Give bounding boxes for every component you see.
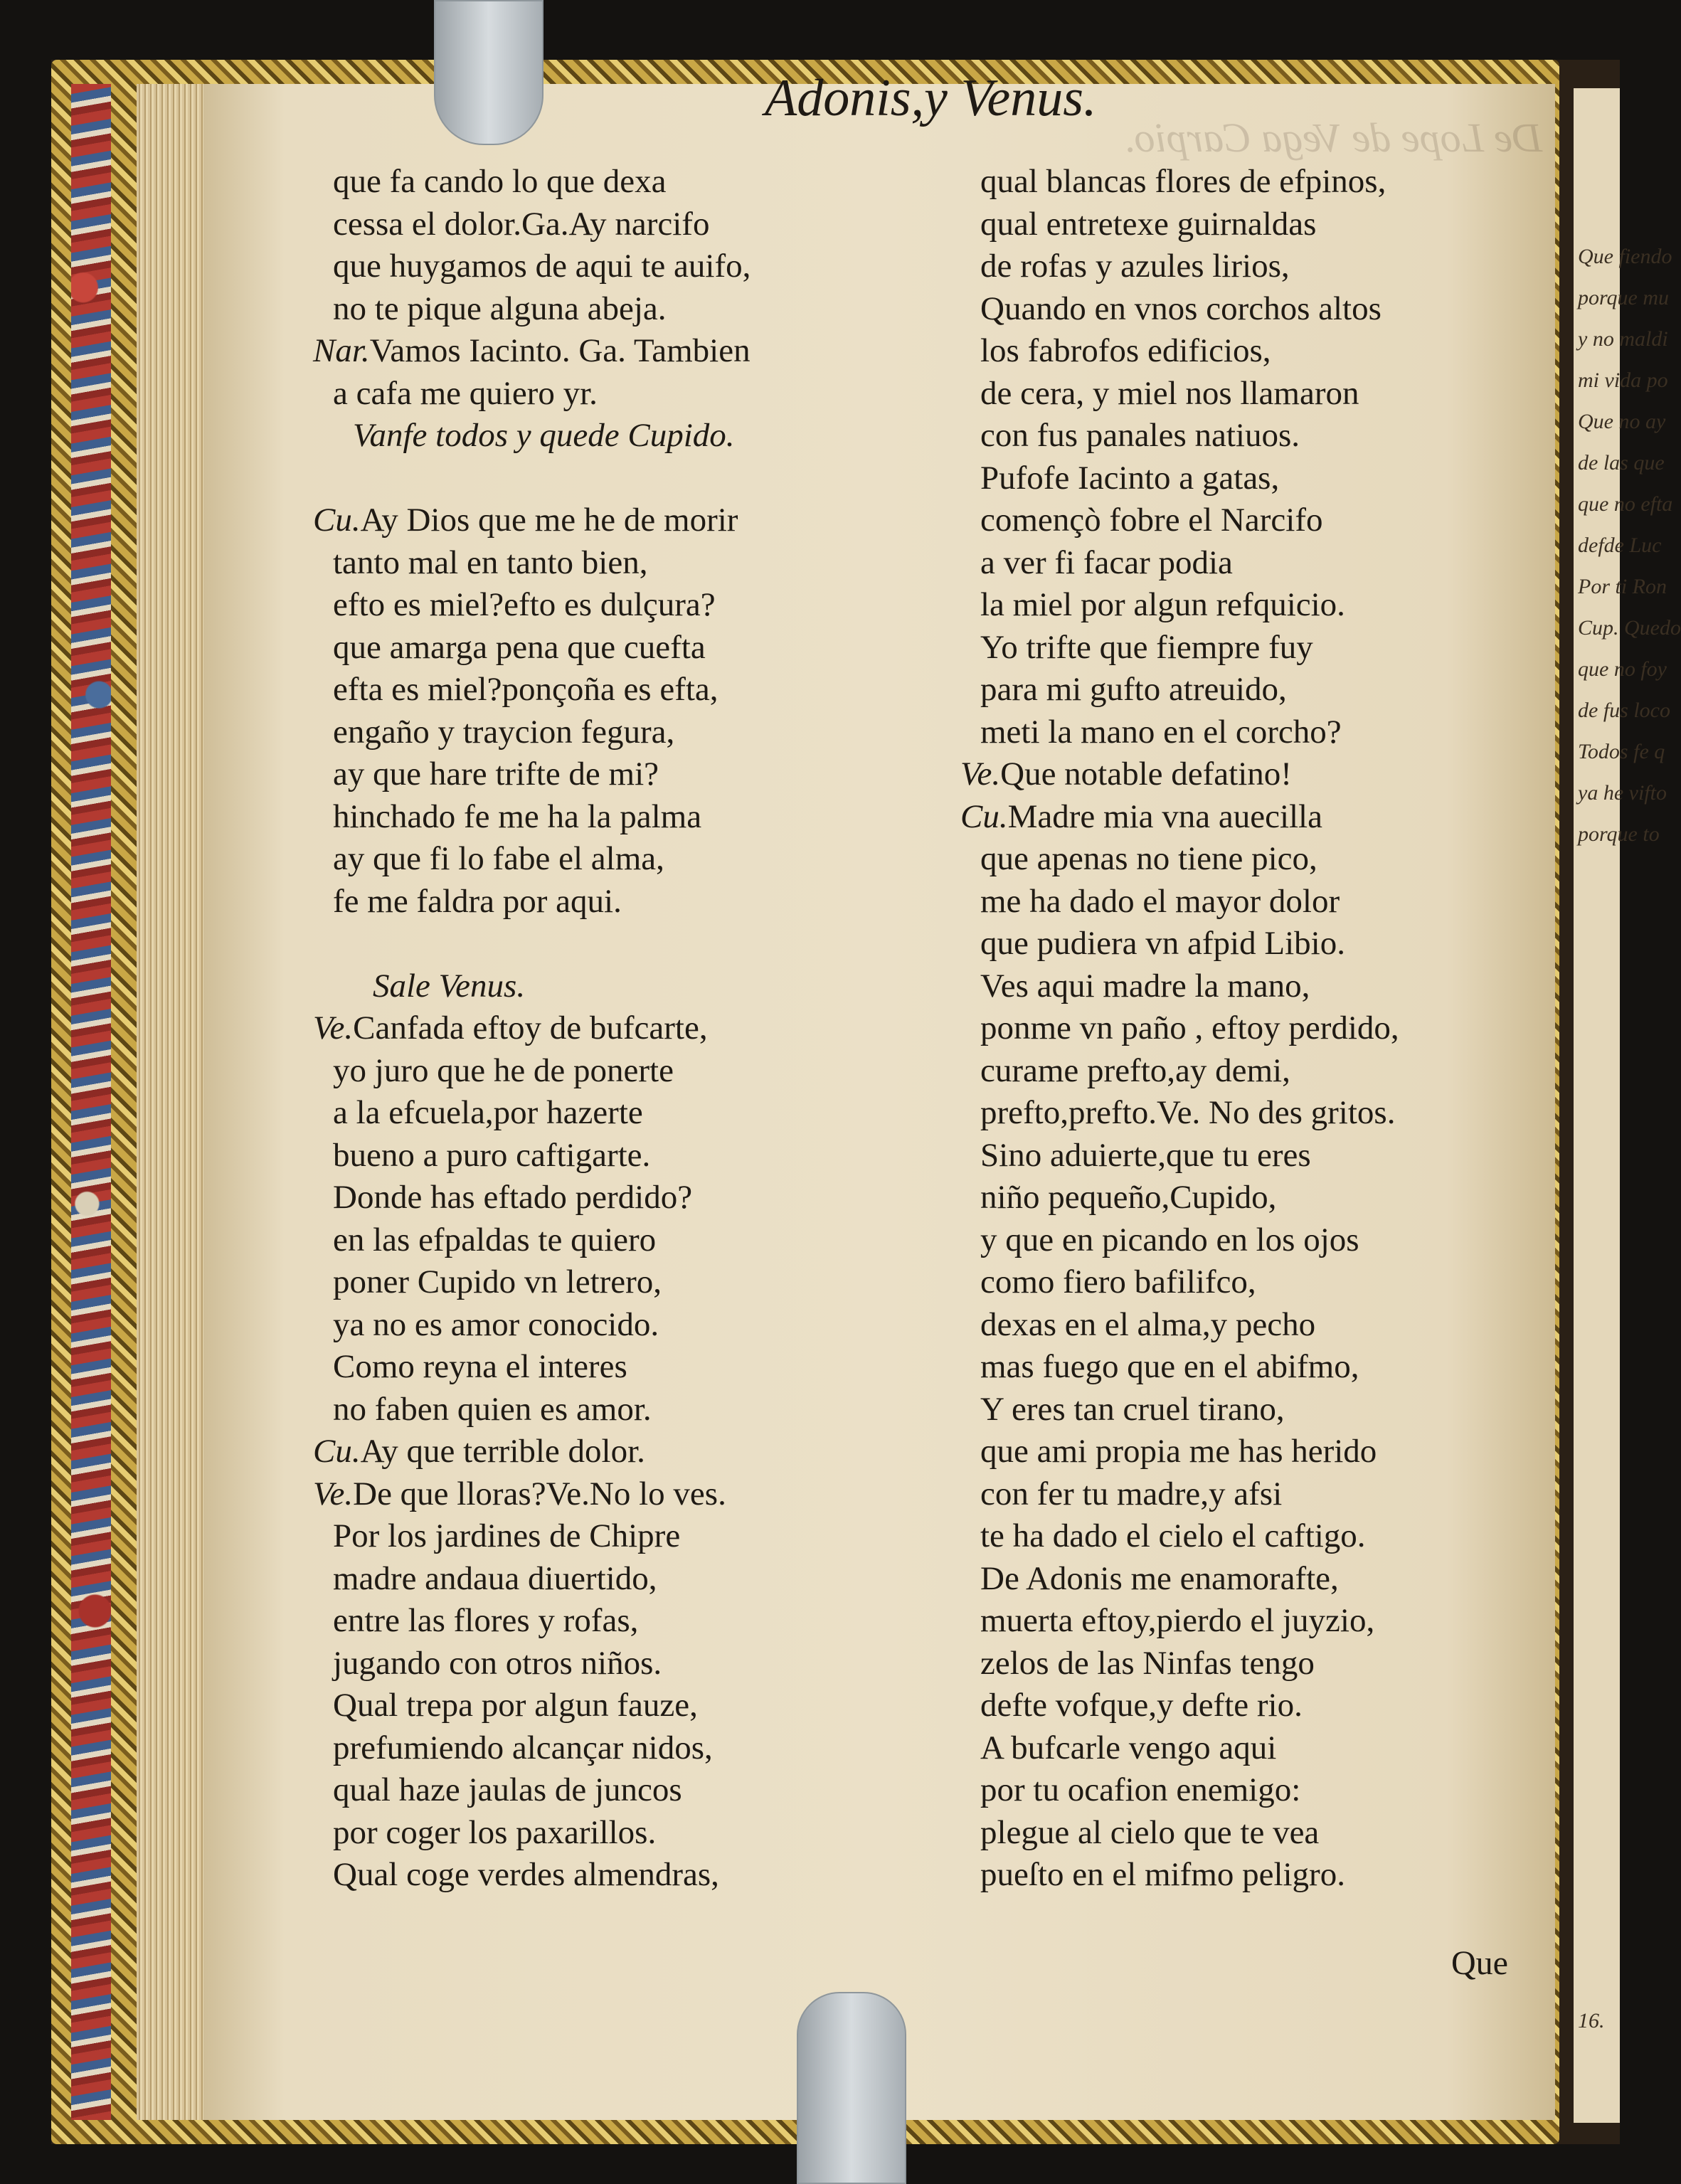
speaker-label: Ve.	[313, 1475, 354, 1512]
verse-text: Quando en vnos corchos altos	[980, 290, 1382, 327]
verse-line	[960, 669, 1399, 711]
facing-page-fragment	[1574, 88, 1681, 2123]
verse-text: Ay que terrible dolor.	[360, 1433, 645, 1470]
verse-text: meti la mano en el corcho?	[980, 713, 1342, 751]
verse-text: qual entretexe guirnaldas	[980, 205, 1317, 243]
verse-line	[313, 1177, 751, 1219]
verse-line	[313, 161, 751, 203]
verse-line	[960, 1389, 1399, 1431]
verse-text: Yo trifte que fiempre fuy	[980, 628, 1313, 666]
bleed-through-text: De Lope de Vega Carpio.	[1124, 115, 1542, 161]
verse-line	[313, 415, 751, 457]
verse-text: no te pique alguna abeja.	[333, 290, 667, 327]
verse-text: Ves aqui madre la mano,	[980, 967, 1310, 1004]
verse-text: mas fuego que en el abifmo,	[980, 1348, 1359, 1385]
speaker-label: Ve.	[313, 1009, 354, 1046]
verse-text: Como reyna el interes	[333, 1348, 627, 1385]
verse-text: la miel por algun refquicio.	[980, 586, 1345, 623]
verse-line	[313, 1515, 751, 1558]
verse-line	[313, 1431, 751, 1473]
verse-line	[313, 1812, 751, 1855]
verse-text: de cera, y miel nos llamaron	[980, 374, 1359, 412]
verse-line	[313, 1304, 751, 1347]
verse-line	[960, 1431, 1399, 1473]
verse-line	[313, 753, 751, 796]
verse-line	[960, 1092, 1399, 1135]
facing-page-line: porque to	[1578, 822, 1660, 846]
verse-text: engaño y traycion fegura,	[333, 713, 675, 751]
verse-line	[960, 1261, 1399, 1304]
verse-text: Madre mia vna auecilla	[1007, 797, 1322, 835]
verse-text: Que notable defatino!	[1000, 756, 1292, 793]
verse-line	[960, 753, 1399, 796]
verse-text: a cafa me quiero yr.	[333, 374, 598, 412]
verse-text: que amarga pena que cuefta	[333, 628, 706, 666]
verse-text: pueſto en el mifmo peligro.	[980, 1856, 1345, 1893]
verse-text: plegue al cielo que te vea	[980, 1813, 1320, 1851]
verse-text: qual haze jaulas de juncos	[333, 1771, 682, 1808]
verse-line	[960, 1769, 1399, 1812]
right-column	[960, 161, 1399, 1897]
stage-direction: Sale Venus.	[373, 967, 526, 1004]
verse-line	[313, 1092, 751, 1135]
verse-text: Qual trepa por algun fauze,	[333, 1687, 698, 1724]
verse-text: prefto,prefto.Ve. No des gritos.	[980, 1094, 1396, 1131]
running-title: Adonis,y Venus.	[765, 69, 1097, 127]
stage-direction: Vanfe todos y quede Cupido.	[353, 417, 735, 454]
verse-text: ay que hare trifte de mi?	[333, 756, 659, 793]
verse-line	[313, 1600, 751, 1643]
verse-line	[313, 1135, 751, 1177]
facing-page-line: de las que	[1578, 451, 1665, 475]
page-clip-top	[434, 0, 543, 145]
verse-text: cessa el dolor.Ga.Ay narcifo	[333, 205, 710, 243]
verse-text: que fa cando lo que dexa	[333, 163, 667, 200]
facing-page-line: ya he vifto	[1578, 781, 1667, 805]
verse-text: bueno a puro caftigarte.	[333, 1136, 651, 1174]
verse-line	[313, 1261, 751, 1304]
verse-line	[960, 542, 1399, 585]
verse-line	[313, 627, 751, 669]
left-column	[313, 161, 751, 1897]
verse-text: por tu ocafion enemigo:	[980, 1771, 1301, 1808]
verse-text: hinchado fe me ha la palma	[333, 797, 702, 835]
verse-text: zelos de las Ninfas tengo	[980, 1644, 1315, 1682]
verse-line	[313, 1219, 751, 1262]
verse-line	[960, 1007, 1399, 1050]
verse-text: y que en picando en los ojos	[980, 1221, 1359, 1258]
verse-text: en las efpaldas te quiero	[333, 1221, 657, 1258]
facing-page-line: Que fiendo	[1578, 245, 1672, 268]
verse-text: A bufcarle vengo aqui	[980, 1729, 1277, 1766]
facing-page-line: porque mu	[1578, 286, 1670, 309]
verse-text: para mi gufto atreuido,	[980, 671, 1287, 708]
verse-line	[313, 584, 751, 627]
speaker-label: Ve.	[960, 756, 1001, 793]
verse-line	[960, 1685, 1399, 1727]
speaker-label: Nar.	[313, 332, 370, 369]
verse-line	[960, 965, 1399, 1008]
verse-line	[960, 881, 1399, 923]
facing-page-line: Cup. Quedo	[1578, 616, 1681, 640]
verse-text: jugando con otros niños.	[333, 1644, 662, 1682]
verse-text: por coger los paxarillos.	[333, 1813, 657, 1851]
verse-line	[313, 1473, 751, 1516]
verse-line	[960, 161, 1399, 203]
verse-line	[960, 1727, 1399, 1770]
verse-text: muerta eftoy,pierdo el juyzio,	[980, 1602, 1375, 1639]
verse-text: que apenas no tiene pico,	[980, 840, 1317, 877]
verse-line	[960, 373, 1399, 415]
verse-line	[960, 1854, 1399, 1897]
facing-page-line: Todos fe q	[1578, 740, 1665, 763]
verse-line	[960, 796, 1399, 839]
verse-text: Canfada eftoy de bufcarte,	[353, 1009, 708, 1046]
verse-line	[313, 373, 751, 415]
facing-page-line: mi vida po	[1578, 369, 1668, 392]
catchword: Que	[1451, 1944, 1508, 1982]
verse-line	[313, 1727, 751, 1770]
facing-page-line: Por ti Ron	[1578, 575, 1667, 598]
verse-line	[960, 1346, 1399, 1389]
verse-text: con fer tu madre,y afsi	[980, 1475, 1283, 1512]
page-edges	[137, 84, 211, 2120]
verse-text: Pufofe Iacinto a gatas,	[980, 459, 1280, 497]
verse-text: Por los jardines de Chipre	[333, 1517, 681, 1554]
verse-text: que huygamos de aqui te auifo,	[333, 248, 751, 285]
verse-line	[960, 923, 1399, 965]
verse-text: Donde has eftado perdido?	[333, 1179, 693, 1216]
page-clip-bottom	[797, 1992, 906, 2184]
verse-line	[960, 1515, 1399, 1558]
verse-line	[960, 245, 1399, 288]
verse-line	[960, 499, 1399, 542]
verse-line	[313, 838, 751, 881]
verse-text: Qual coge verdes almendras,	[333, 1856, 719, 1893]
verse-line	[960, 1050, 1399, 1093]
verse-line	[313, 330, 751, 373]
verse-text: començò fobre el Narcifo	[980, 502, 1323, 539]
verse-line	[313, 542, 751, 585]
verse-text: con fus panales natiuos.	[980, 417, 1300, 454]
verse-line	[960, 1600, 1399, 1643]
verse-text: defte vofque,y defte rio.	[980, 1687, 1303, 1724]
verse-line	[960, 330, 1399, 373]
verse-line	[960, 838, 1399, 881]
verse-line	[960, 1219, 1399, 1262]
speaker-label: Cu.	[313, 1433, 361, 1470]
verse-text: a la efcuela,por hazerte	[333, 1094, 643, 1131]
verse-text: ya no es amor conocido.	[333, 1305, 659, 1343]
verse-text: como fiero bafilifco,	[980, 1263, 1256, 1300]
verse-line	[960, 1643, 1399, 1685]
marbled-endpaper	[71, 84, 111, 2120]
verse-text: que pudiera vn afpid Libio.	[980, 925, 1345, 962]
verse-line	[313, 1685, 751, 1727]
verse-line	[960, 1177, 1399, 1219]
verse-text: curame prefto,ay demi,	[980, 1051, 1290, 1089]
verse-line	[960, 415, 1399, 457]
verse-line	[960, 288, 1399, 331]
verse-line	[313, 1854, 751, 1897]
facing-page-line: defde Luc	[1578, 534, 1662, 557]
verse-text: madre andaua diuertido,	[333, 1559, 657, 1597]
verse-text: efta es miel?ponçoña es efta,	[333, 671, 718, 708]
facing-page-line: y no maldi	[1578, 327, 1668, 351]
verse-text: Ay Dios que me he de morir	[360, 502, 738, 539]
facing-page-line: de fus loco	[1578, 699, 1670, 722]
facing-page-line: que no foy	[1578, 657, 1667, 681]
verse-line	[313, 711, 751, 754]
verse-line	[960, 627, 1399, 669]
verse-text: De Adonis me enamorafte,	[980, 1559, 1339, 1597]
facing-page-line: Que no ay	[1578, 410, 1666, 433]
verse-line	[960, 1304, 1399, 1347]
verse-line	[313, 1346, 751, 1389]
verse-line	[960, 584, 1399, 627]
verse-line	[313, 499, 751, 542]
verse-text: ay que fi lo fabe el alma,	[333, 840, 664, 877]
verse-text: niño pequeño,Cupido,	[980, 1179, 1277, 1216]
verse-line	[313, 1050, 751, 1093]
verse-text: Sino aduierte,que tu eres	[980, 1136, 1311, 1174]
verse-text: yo juro que he de ponerte	[333, 1051, 674, 1089]
verse-line	[960, 1812, 1399, 1855]
verse-line	[313, 1769, 751, 1812]
verse-text: me ha dado el mayor dolor	[980, 882, 1340, 920]
verse-text: dexas en el alma,y pecho	[980, 1305, 1316, 1343]
verse-text: te ha dado el cielo el caftigo.	[980, 1517, 1366, 1554]
verse-line	[313, 203, 751, 246]
verse-text: Vamos Iacinto. Ga. Tambien	[369, 332, 751, 369]
verse-line	[313, 669, 751, 711]
verse-line	[960, 1473, 1399, 1516]
verse-text: qual blancas flores de efpinos,	[980, 163, 1386, 200]
verse-text: de rofas y azules lirios,	[980, 248, 1290, 285]
facing-page-line: que no efta	[1578, 492, 1673, 516]
verse-text: fe me faldra por aqui.	[333, 882, 622, 920]
verse-line	[313, 288, 751, 331]
verse-line	[313, 1007, 751, 1050]
verse-line	[313, 881, 751, 923]
verse-line	[960, 1558, 1399, 1601]
verse-line	[313, 1643, 751, 1685]
verse-text: poner Cupido vn letrero,	[333, 1263, 662, 1300]
verse-text: ponme vn paño , eftoy perdido,	[980, 1009, 1399, 1046]
verse-line	[960, 1135, 1399, 1177]
speaker-label: Cu.	[313, 502, 361, 539]
verse-text: no faben quien es amor.	[333, 1390, 652, 1428]
verse-line	[313, 1558, 751, 1601]
verse-line	[960, 203, 1399, 246]
verse-text: entre las flores y rofas,	[333, 1602, 639, 1639]
verse-text: De que lloras?Ve.No lo ves.	[353, 1475, 726, 1512]
speaker-label: Cu.	[960, 797, 1008, 835]
verse-line	[313, 923, 751, 965]
verse-line	[960, 457, 1399, 500]
verse-line	[960, 711, 1399, 754]
facing-page-line: 16.	[1578, 2009, 1605, 2032]
verse-line	[313, 965, 751, 1008]
verse-text: tanto mal en tanto bien,	[333, 544, 648, 581]
verse-line	[313, 796, 751, 839]
verse-text: que ami propia me has herido	[980, 1433, 1377, 1470]
verse-line	[313, 1389, 751, 1431]
verse-text: efto es miel?efto es dulçura?	[333, 586, 716, 623]
verse-line	[313, 245, 751, 288]
verse-text: prefumiendo alcançar nidos,	[333, 1729, 713, 1766]
verse-text: Y eres tan cruel tirano,	[980, 1390, 1285, 1428]
verse-line	[313, 457, 751, 500]
verse-text: a ver fi facar podia	[980, 544, 1233, 581]
verse-text: los fabrofos edificios,	[980, 332, 1271, 369]
